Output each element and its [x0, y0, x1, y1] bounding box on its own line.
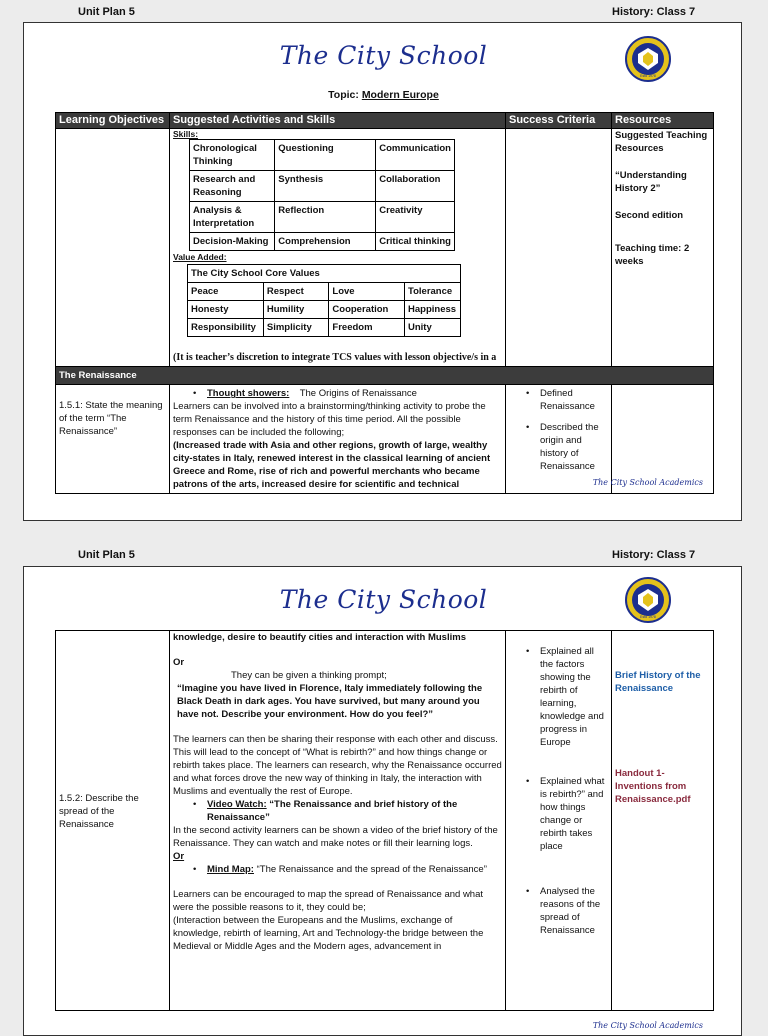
criteria-item: • Explained all the factors showing the rebirth of learning, knowledge and progress in Europe [508, 645, 609, 749]
unit-label: Unit Plan 5 [78, 549, 135, 561]
section-title: The Renaissance [56, 367, 714, 385]
value-cell: Love [329, 283, 405, 301]
skill-cell: Creativity [376, 202, 455, 233]
topic-label: Topic: [328, 89, 359, 101]
objective-1: 1.5.1: State the meaning of the term “The Renaissance” [56, 385, 170, 494]
core-values-title: The City School Core Values [188, 265, 461, 283]
activity-2-cell [170, 631, 506, 1011]
or-label: Or [173, 657, 185, 668]
blank-objective-cell [56, 129, 170, 367]
value-cell: Respect [263, 283, 329, 301]
subject-label: History: Class 7 [612, 6, 696, 18]
activity-1-bold: (Increased trade with Asia and other regions, growth of large, wealthy city-states in Italy, renewed interest in the classical learning of ancient Greece and Rome, rise of rich and powerful merchants who became patrons of the arts, increased desire for scientific and technical [173, 440, 491, 490]
lesson-plan-table [55, 112, 714, 494]
col-suggested-activities: Suggested Activities and Skills [170, 113, 506, 129]
video-text: In the second activity learners can be shown a video of the brief history of the Renaissance. They can watch and make notes or fill their learning logs. [173, 825, 498, 849]
video-watch-bullet [173, 798, 502, 824]
col-success-criteria: Success Criteria [506, 113, 612, 129]
value-cell: Freedom [329, 319, 405, 337]
continued-bold: knowledge, desire to beautify cities and interaction with Muslims [173, 632, 466, 643]
mind-map-text: Learners can be encouraged to map the spread of Renaissance and what were the possible reasons to it, they could be; [173, 889, 484, 913]
resource-book: “Understanding History 2” [615, 170, 687, 194]
skill-cell: Reflection [275, 202, 376, 233]
value-cell: Happiness [405, 301, 461, 319]
core-values-table [187, 264, 461, 337]
footer-academics: The City School Academics [592, 1021, 703, 1030]
skill-cell: Decision-Making [190, 233, 275, 251]
skill-cell: Research and Reasoning [190, 171, 275, 202]
school-crest-logo [625, 577, 671, 623]
skill-cell: Comprehension [275, 233, 376, 251]
mind-map-bullet [173, 863, 502, 876]
share-text: The learners can then be sharing their response with each other and discuss. This will lead to the concept of “What is rebirth?” and how things change or rebirth takes place. The learners can research, why the Renaissance occurred and what forces drove the new way of thinking in Italy, the interaction with Muslims and eventually the rest of Europe. [173, 734, 502, 797]
skills-table [189, 139, 455, 251]
value-cell: Humility [263, 301, 329, 319]
activity-1-text: Learners can be involved into a brainstorming/thinking activity to probe the term Renaissance and the history of this time period. All the possible responses can be included the following; [173, 401, 486, 438]
values-note: (It is teacher’s discretion to integrate TCS values with lesson objective/s in a [173, 352, 497, 363]
page-header [0, 543, 768, 563]
value-cell: Responsibility [188, 319, 264, 337]
skills-row [56, 129, 714, 367]
skill-cell: Collaboration [376, 171, 455, 202]
or-label: Or [173, 851, 185, 862]
video-watch-label: Video Watch: [207, 799, 267, 810]
activity-1-cell [170, 385, 506, 494]
skill-cell: Questioning [275, 140, 376, 171]
col-resources: Resources [612, 113, 714, 129]
mind-map-title: “The Renaissance and the spread of the Renaissance” [256, 864, 487, 875]
criteria-item: • Described the origin and history of Renaissance [508, 421, 609, 473]
blank-criteria-cell [506, 129, 612, 367]
mind-map-label: Mind Map: [207, 864, 254, 875]
criteria-item: • Defined Renaissance [508, 387, 609, 413]
school-brand-title: The City School [279, 41, 488, 70]
crest-estd-text: Estd 1978 [640, 615, 656, 619]
resource-link-video[interactable]: Brief History of the Renaissance [615, 670, 701, 694]
skill-cell: Analysis & Interpretation [190, 202, 275, 233]
document-page-2 [23, 566, 742, 1036]
resource-heading: Suggested Teaching Resources [615, 130, 708, 154]
table-header-row [56, 113, 714, 129]
value-cell: Honesty [188, 301, 264, 319]
skill-cell: Critical thinking [376, 233, 455, 251]
crest-estd-text: Estd 1978 [640, 74, 656, 78]
value-cell: Simplicity [263, 319, 329, 337]
criteria-item: • Explained what is rebirth?” and how things change or rebirth takes place [508, 775, 609, 853]
page-header [0, 0, 768, 20]
document-page-1 [23, 22, 742, 521]
prompt-intro: They can be given a thinking prompt; [231, 670, 387, 681]
value-cell: Tolerance [405, 283, 461, 301]
school-brand-title: The City School [279, 585, 488, 614]
unit-label: Unit Plan 5 [78, 6, 135, 18]
thought-showers-label: Thought showers: [207, 388, 290, 399]
topic-line [24, 89, 743, 101]
mind-map-list: (Interaction between the Europeans and the Muslims, exchange of knowledge, rebirth of learning, Art and Technology-the bridge between the Medieval or Middle Ages and the Modern ages, advancement in [173, 915, 484, 952]
topic-value: Modern Europe [361, 89, 439, 101]
resource-edition: Second edition [615, 210, 684, 221]
col-learning-objectives: Learning Objectives [56, 113, 170, 129]
value-cell: Cooperation [329, 301, 405, 319]
resources-2-cell [612, 631, 714, 1011]
subject-label: History: Class 7 [612, 549, 696, 561]
skills-label: Skills: [173, 129, 199, 139]
value-cell: Peace [188, 283, 264, 301]
thought-showers-topic: The Origins of Renaissance [299, 388, 417, 399]
video-watch-title: “The Renaissance and brief history of the Renaissance” [207, 799, 458, 823]
skill-cell: Chronological Thinking [190, 140, 275, 171]
criteria-2-cell [506, 631, 612, 1011]
value-added-label: Value Added: [173, 252, 227, 262]
resource-time: Teaching time: 2 weeks [615, 243, 690, 267]
school-crest-logo [625, 36, 671, 82]
resource-handout[interactable]: Handout 1-Inventions from Renaissance.pdf [615, 768, 691, 805]
value-cell: Unity [405, 319, 461, 337]
footer-academics: The City School Academics [592, 478, 703, 487]
criteria-item: • Analysed the reasons of the spread of Renaissance [508, 885, 609, 937]
lesson-plan-table-continued [55, 630, 714, 1011]
resources-cell [612, 129, 714, 367]
thinking-prompt: “Imagine you have lived in Florence, Italy immediately following the Black Death in dark ages. You have survived, but many around you have not. Describe your environment. How do you feel?” [177, 683, 483, 720]
objective-row-2 [56, 631, 714, 1011]
skills-cell [170, 129, 506, 367]
objective-2: 1.5.2: Describe the spread of the Renaissance [56, 631, 170, 1011]
skill-cell: Communication [376, 140, 455, 171]
section-row [56, 367, 714, 385]
thought-showers-bullet [173, 387, 502, 400]
skill-cell: Synthesis [275, 171, 376, 202]
